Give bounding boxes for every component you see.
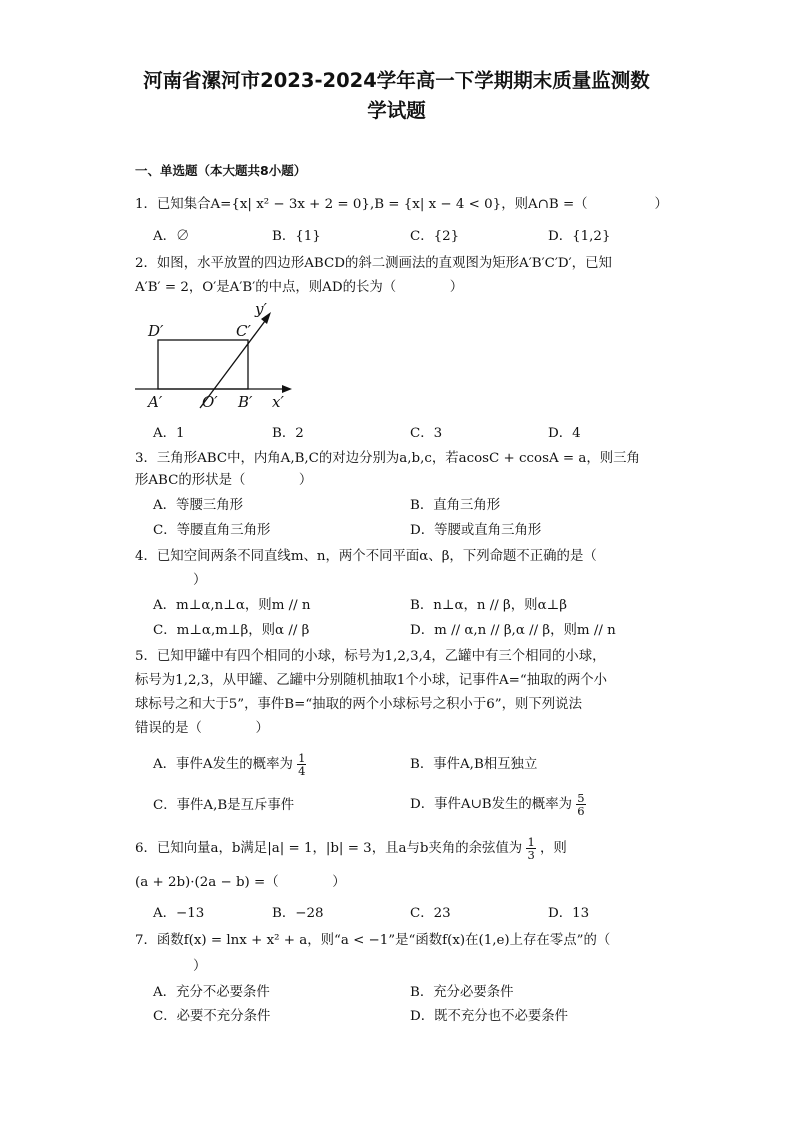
q5-option-a-fraction — [297, 752, 306, 777]
q5-stem-line-3: 球标号之和大于5”，事件B=“抽取的两个小球标号之积小于6”，则下列说法 — [135, 697, 582, 712]
q5-option-d-text: D．事件A∪B发生的概率为 — [410, 797, 572, 812]
label-c-prime: C′ — [236, 322, 251, 340]
q2-option-c: C．3 — [410, 426, 443, 441]
label-x-prime: x′ — [272, 393, 284, 411]
q6-option-c: C．23 — [410, 906, 451, 921]
q2-stem-line-2: A′B′ = 2，O′是A′B′的中点，则AD的长为（ ） — [135, 280, 464, 295]
q4-option-d: D．m // α,n // β,α // β，则m // n — [410, 623, 616, 638]
q5-option-c: C．事件A,B是互斥事件 — [153, 798, 295, 813]
q5-stem-line-4: 错误的是（ ） — [135, 721, 269, 736]
q6-stem-line-1 — [135, 836, 567, 861]
label-a-prime: A′ — [148, 393, 163, 411]
q3-stem-line-2: 形ABC的形状是（ ） — [135, 473, 313, 488]
q2-option-b: B．2 — [272, 426, 304, 441]
title-line-2: 学试题 — [367, 99, 426, 122]
label-d-prime: D′ — [148, 322, 164, 340]
q2-option-a: A．1 — [153, 426, 185, 441]
q5-stem-line-1: 5．已知甲罐中有四个相同的小球，标号为1,2,3,4，乙罐中有三个相同的小球， — [135, 649, 606, 664]
q6-option-a: A．−13 — [153, 906, 205, 921]
q3-option-c: C．等腰直角三角形 — [153, 523, 271, 538]
q7-stem-line-1: 7．函数f(x) = lnx + x² + a，则“a < −1”是“函数f(x)在(1,e)上存在零点”的（ — [135, 933, 611, 948]
label-y-prime: y′ — [255, 300, 267, 318]
rectangle-abcd — [158, 340, 248, 389]
q2-figure — [130, 300, 300, 415]
q6-cosine-fraction — [526, 836, 535, 861]
label-o-prime: O′ — [202, 393, 218, 411]
q6-stem-text: 6．已知向量a，b满足|a| = 1，|b| = 3，且a与b夹角的余弦值为 — [135, 841, 523, 856]
q5-option-d — [410, 792, 586, 817]
q4-stem-line-2: ） — [193, 573, 207, 588]
q3-option-d: D．等腰或直角三角形 — [410, 523, 542, 538]
x-axis-arrow — [282, 385, 292, 393]
q2-stem-line-1: 2．如图，水平放置的四边形ABCD的斜二测画法的直观图为矩形A′B′C′D′，已知 — [135, 256, 612, 271]
q6-option-b: B．−28 — [272, 906, 324, 921]
q7-stem-line-2: ） — [193, 959, 207, 974]
fraction-numerator: 5 — [577, 791, 585, 805]
fraction-denominator: 4 — [298, 764, 306, 778]
q7-option-a: A．充分不必要条件 — [153, 985, 270, 1000]
q1-option-d: D．{1,2} — [548, 229, 611, 244]
q1-option-c: C．{2} — [410, 229, 460, 244]
section-heading: 一、单选题（本大题共8小题） — [135, 163, 307, 178]
title-line-1: 河南省漯河市2023-2024学年高一下学期期末质量监测数 — [143, 69, 650, 92]
q6-option-d: D．13 — [548, 906, 590, 921]
q7-option-d: D．既不充分也不必要条件 — [410, 1009, 569, 1024]
q4-option-a: A．m⊥α,n⊥α，则m // n — [153, 598, 311, 613]
q7-option-c: C．必要不充分条件 — [153, 1009, 271, 1024]
q3-option-b: B．直角三角形 — [410, 498, 501, 513]
q3-stem-line-1: 3．三角形ABC中，内角A,B,C的对边分别为a,b,c，若acosC + ccosA = a，则三角 — [135, 451, 640, 466]
label-b-prime: B′ — [238, 393, 253, 411]
q2-option-d: D．4 — [548, 426, 581, 441]
q5-option-d-fraction — [576, 792, 585, 817]
q3-option-a: A．等腰三角形 — [153, 498, 244, 513]
q1-stem: 1．已知集合A={x| x² − 3x + 2 = 0},B = {x| x − 4 < 0}，则A∩B =（ ） — [135, 197, 668, 212]
q6-stem-suffix: ，则 — [540, 841, 567, 856]
q5-option-a — [153, 752, 306, 777]
fraction-denominator: 3 — [527, 848, 535, 862]
q1-option-a: A．∅ — [153, 229, 190, 244]
q5-option-a-text: A．事件A发生的概率为 — [153, 757, 293, 772]
q5-option-b: B．事件A,B相互独立 — [410, 757, 538, 772]
q4-option-b: B．n⊥α，n // β，则α⊥β — [410, 598, 567, 613]
q7-option-b: B．充分必要条件 — [410, 985, 514, 1000]
q6-stem-line-2: (a + 2b)·(2a − b) =（ ） — [135, 875, 346, 890]
q4-option-c: C．m⊥α,m⊥β，则α // β — [153, 623, 310, 638]
exam-title — [120, 66, 673, 126]
q1-option-b: B．{1} — [272, 229, 321, 244]
q5-stem-line-2: 标号为1,2,3，从甲罐、乙罐中分别随机抽取1个小球，记事件A=“抽取的两个小 — [135, 673, 608, 688]
fraction-denominator: 6 — [577, 804, 585, 818]
q4-stem-line-1: 4．已知空间两条不同直线m、n，两个不同平面α、β，下列命题不正确的是（ — [135, 549, 597, 564]
fraction-numerator: 1 — [298, 751, 306, 765]
fraction-numerator: 1 — [527, 835, 535, 849]
